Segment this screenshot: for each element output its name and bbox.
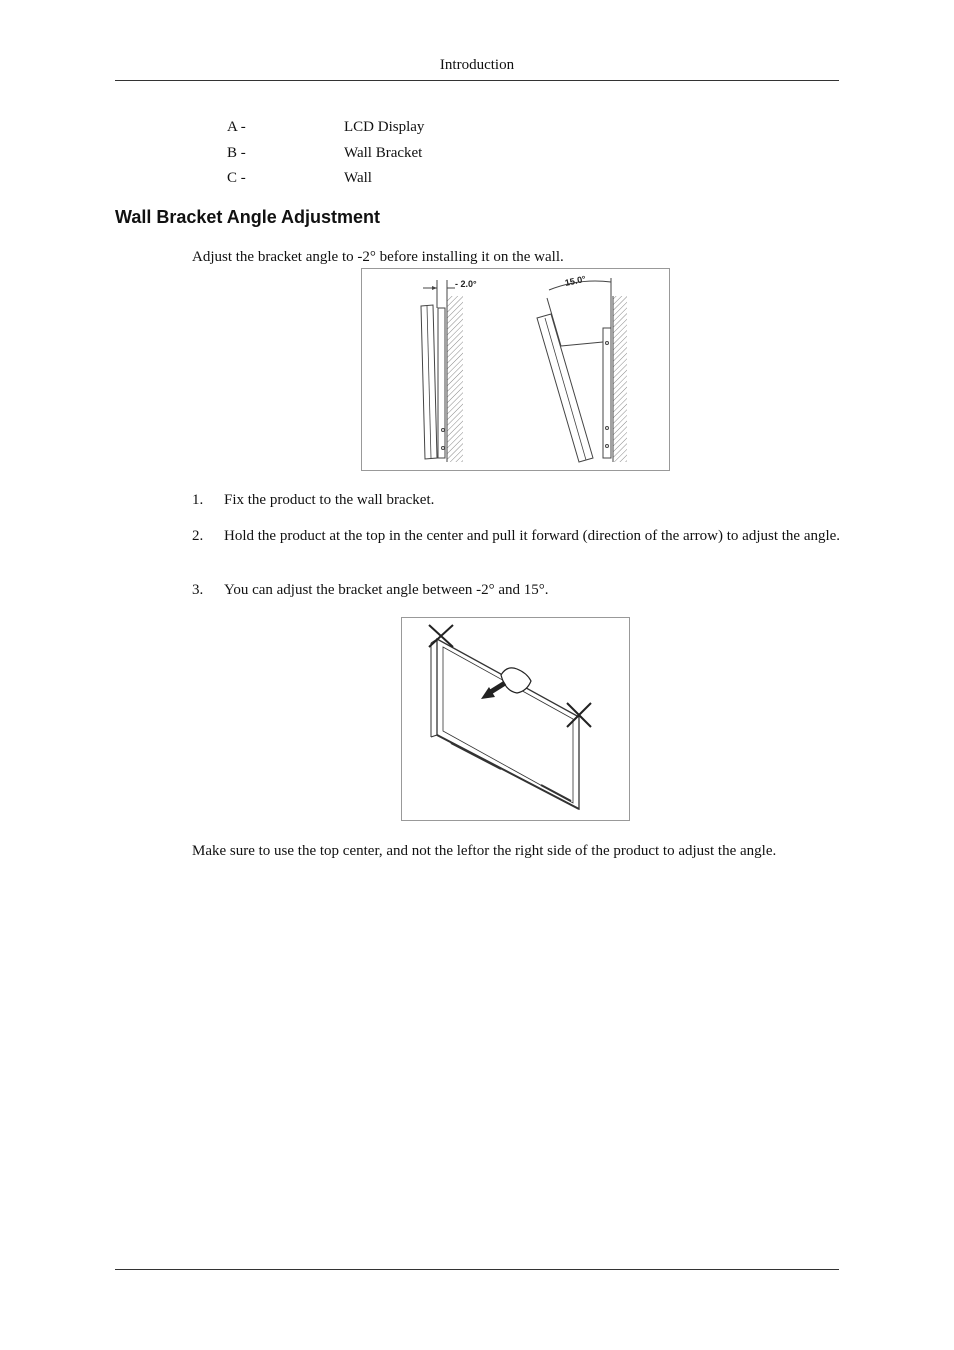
legend-value: Wall	[344, 170, 372, 186]
legend-key: A -	[227, 119, 246, 135]
step-number: 1.	[192, 492, 204, 508]
adjust-angle-figure	[401, 617, 630, 821]
header-rule	[115, 80, 839, 81]
intro-paragraph: Adjust the bracket angle to -2° before installing it on the wall.	[192, 249, 564, 265]
step-number: 3.	[192, 582, 204, 598]
footer-rule	[115, 1269, 839, 1270]
left-angle-label: - 2.0°	[455, 279, 477, 289]
legend-value: LCD Display	[344, 119, 425, 135]
step-text: Hold the product at the top in the center and pull it forward (direction of the arrow) to adjust the angle.	[224, 528, 841, 544]
section-heading: Wall Bracket Angle Adjustment	[115, 207, 381, 227]
legend-key: C -	[227, 170, 246, 186]
step-text: Fix the product to the wall bracket.	[224, 492, 435, 508]
step-number: 2.	[192, 528, 204, 544]
legend-value: Wall Bracket	[344, 145, 423, 161]
note-paragraph: Make sure to use the top center, and not the leftor the right side of the product to adjust the angle.	[192, 843, 777, 859]
step-text: You can adjust the bracket angle between -2° and 15°.	[224, 582, 549, 598]
right-angle-label: 15.0°	[563, 273, 587, 288]
legend-key: B -	[227, 145, 246, 161]
page-header-title: Introduction	[439, 57, 515, 73]
bracket-angle-figure	[361, 268, 670, 471]
